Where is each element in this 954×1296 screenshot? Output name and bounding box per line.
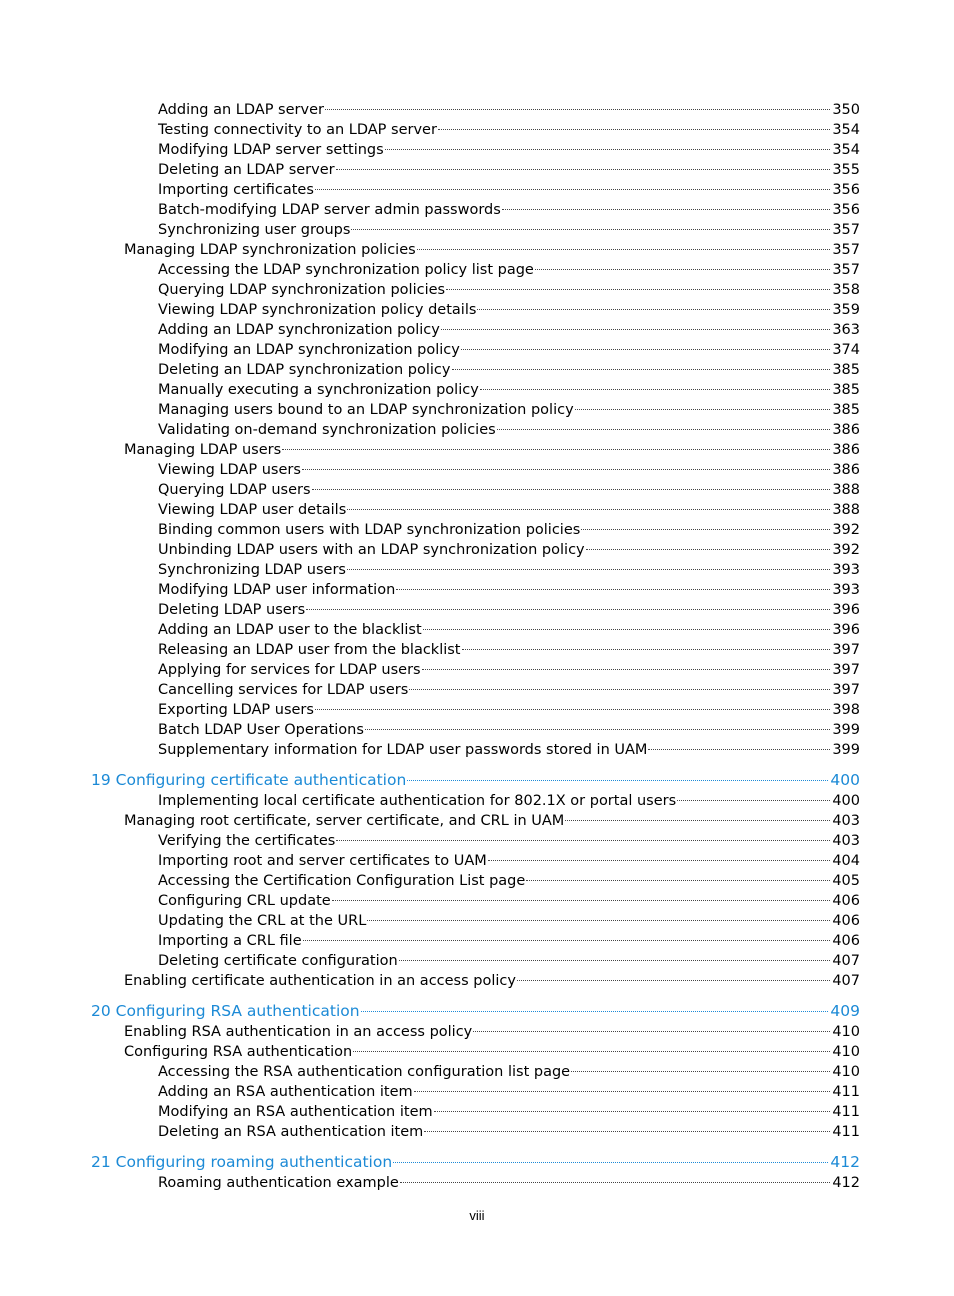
toc-page-number: 386 (832, 422, 860, 438)
toc-page-number: 406 (832, 933, 860, 949)
toc-page-number: 386 (832, 462, 860, 478)
toc-entry-link[interactable] (158, 560, 860, 580)
toc-entry-link[interactable] (158, 180, 860, 200)
toc-entry-title: Supplementary information for LDAP user passwords stored in UAM (158, 742, 648, 758)
toc-entry-title: Binding common users with LDAP synchronization policies (158, 522, 581, 538)
toc-page-number: 397 (832, 642, 860, 658)
dot-leader (502, 209, 831, 210)
toc-entry-link[interactable] (158, 831, 860, 851)
toc-entry-title: Batch LDAP User Operations (158, 722, 364, 738)
toc-page-number: 412 (832, 1175, 860, 1191)
toc-entry-title: Adding an LDAP synchronization policy (158, 322, 440, 338)
toc-entry-title: Manually executing a synchronization policy (158, 382, 479, 398)
dot-leader (353, 1051, 830, 1052)
toc-page-number: 388 (832, 482, 860, 498)
dot-leader (480, 389, 831, 390)
dot-leader (586, 549, 831, 550)
toc-entry-link[interactable] (158, 480, 860, 500)
toc-entry-link[interactable] (124, 1022, 860, 1042)
toc-page-number: 412 (830, 1153, 860, 1171)
toc-page-number: 393 (832, 562, 860, 578)
dot-leader (365, 729, 830, 730)
toc-page-number: 406 (832, 893, 860, 909)
toc-entry-link[interactable] (158, 1122, 860, 1142)
dot-leader (452, 369, 831, 370)
toc-page-number: 358 (832, 282, 860, 298)
toc-entry-title: Managing LDAP synchronization policies (124, 242, 416, 258)
dot-leader (336, 840, 830, 841)
toc-entry-title: Deleting certificate configuration (158, 953, 398, 969)
toc-entry-link[interactable] (124, 240, 860, 260)
dot-leader (677, 800, 830, 801)
dot-leader (396, 589, 830, 590)
toc-page-number: 399 (832, 742, 860, 758)
toc-entry-title: Validating on-demand synchronization policies (158, 422, 496, 438)
toc-entry-link[interactable] (124, 811, 860, 831)
dot-leader (565, 820, 830, 821)
toc-entry-title: Unbinding LDAP users with an LDAP synchronization policy (158, 542, 585, 558)
toc-page-number: 363 (832, 322, 860, 338)
toc-page-number: 403 (832, 833, 860, 849)
toc-entry-title: 19 Configuring certificate authentication (91, 771, 407, 789)
toc-entry-title: Querying LDAP synchronization policies (158, 282, 446, 298)
toc-entry-link[interactable] (158, 1082, 860, 1102)
toc-entry-title: Importing a CRL file (158, 933, 302, 949)
toc-entry-title: Importing root and server certificates to UAM (158, 853, 487, 869)
toc-entry-link[interactable] (158, 720, 860, 740)
toc-page-number: 356 (832, 182, 860, 198)
toc-entry-title: Managing root certificate, server certificate, and CRL in UAM (124, 813, 565, 829)
dot-leader (461, 349, 831, 350)
toc-entry-title: Accessing the Certification Configuration List page (158, 873, 526, 889)
toc-entry-link[interactable] (158, 700, 860, 720)
toc-page-number: 404 (832, 853, 860, 869)
toc-entry-title: Managing users bound to an LDAP synchronization policy (158, 402, 574, 418)
toc-entry-link[interactable] (158, 540, 860, 560)
toc-page-number: 410 (832, 1044, 860, 1060)
toc-page-number: 385 (832, 382, 860, 398)
toc-page-number: 403 (832, 813, 860, 829)
toc-page-number: 392 (832, 542, 860, 558)
toc-page-number: 350 (832, 102, 860, 118)
toc-entry-title: 21 Configuring roaming authentication (91, 1153, 393, 1171)
dot-leader (441, 329, 830, 330)
toc-entry-link[interactable] (124, 971, 860, 991)
dot-leader (517, 980, 830, 981)
dot-leader (312, 489, 831, 490)
dot-leader (477, 309, 830, 310)
toc-entry-link[interactable] (158, 1173, 860, 1193)
toc-entry-title: Releasing an LDAP user from the blacklist (158, 642, 461, 658)
dot-leader (306, 609, 830, 610)
toc-page-number: 406 (832, 913, 860, 929)
toc-chapter-link[interactable] (91, 770, 860, 790)
toc-entry-title: Modifying an LDAP synchronization policy (158, 342, 460, 358)
dot-leader (399, 960, 831, 961)
toc-page-number: 405 (832, 873, 860, 889)
dot-leader (385, 149, 831, 150)
dot-leader (351, 229, 830, 230)
toc-page-number: 357 (832, 222, 860, 238)
dot-leader (462, 649, 831, 650)
dot-leader (361, 1011, 829, 1012)
toc-entry-link[interactable] (158, 120, 860, 140)
dot-leader (422, 669, 831, 670)
toc-entry-link[interactable] (158, 300, 860, 320)
page-number: viii (469, 1208, 485, 1223)
toc-entry-title: Adding an LDAP user to the blacklist (158, 622, 422, 638)
toc-entry-link[interactable] (158, 871, 860, 891)
toc-page-number: 393 (832, 582, 860, 598)
toc-entry-link[interactable] (158, 280, 860, 300)
toc-page-number: 392 (832, 522, 860, 538)
dot-leader (302, 469, 830, 470)
toc-entry-link[interactable] (158, 400, 860, 420)
dot-leader (488, 860, 831, 861)
dot-leader (424, 1131, 830, 1132)
dot-leader (473, 1031, 830, 1032)
toc-entry-link[interactable] (158, 520, 860, 540)
toc-entry-title: Adding an RSA authentication item (158, 1084, 413, 1100)
toc-chapter-link[interactable] (91, 1001, 860, 1021)
dot-leader (581, 529, 830, 530)
toc-entry-link[interactable] (158, 500, 860, 520)
toc-entry-title: Viewing LDAP users (158, 462, 301, 478)
toc-entry-title: Viewing LDAP synchronization policy details (158, 302, 477, 318)
toc-entry-link[interactable] (158, 600, 860, 620)
toc-page-number: 396 (832, 622, 860, 638)
toc-entry-link[interactable] (158, 420, 860, 440)
toc-page-number: 398 (832, 702, 860, 718)
toc-entry-title: Accessing the LDAP synchronization policy list page (158, 262, 534, 278)
toc-entry-link[interactable] (158, 460, 860, 480)
dot-leader (526, 880, 830, 881)
toc-entry-title: Deleting an LDAP synchronization policy (158, 362, 451, 378)
toc-entry-link[interactable] (158, 340, 860, 360)
toc-entry-link[interactable] (124, 440, 860, 460)
dot-leader (315, 189, 830, 190)
toc-page-number: 374 (832, 342, 860, 358)
toc-entry-title: Enabling certificate authentication in an access policy (124, 973, 516, 989)
dot-leader (446, 289, 830, 290)
toc-page-number: 411 (832, 1104, 860, 1120)
toc-entry-title: Deleting LDAP users (158, 602, 306, 618)
toc-entry-link[interactable] (158, 851, 860, 871)
toc-page-number: 385 (832, 402, 860, 418)
toc-page-number: 357 (832, 262, 860, 278)
toc-entry-link[interactable] (158, 220, 860, 240)
dot-leader (347, 569, 830, 570)
toc-page-number: 396 (832, 602, 860, 618)
toc-entry-title: Testing connectivity to an LDAP server (158, 122, 437, 138)
toc-page-number: 407 (832, 953, 860, 969)
dot-leader (438, 129, 830, 130)
toc-entry-title: Accessing the RSA authentication configuration list page (158, 1064, 571, 1080)
toc-page-number: 400 (832, 793, 860, 809)
toc-entry-title: Cancelling services for LDAP users (158, 682, 409, 698)
toc-entry-link[interactable] (158, 260, 860, 280)
toc-page-number: 410 (832, 1024, 860, 1040)
toc-entry-title: Deleting an RSA authentication item (158, 1124, 424, 1140)
dot-leader (571, 1071, 830, 1072)
toc-entry-link[interactable] (158, 1062, 860, 1082)
toc-page-number: 409 (830, 1002, 860, 1020)
toc-page-number: 397 (832, 682, 860, 698)
toc-page-number: 411 (832, 1084, 860, 1100)
toc-entry-title: Synchronizing LDAP users (158, 562, 346, 578)
dot-leader (497, 429, 831, 430)
dot-leader (407, 780, 828, 781)
dot-leader (367, 920, 830, 921)
toc-chapter-link[interactable] (91, 1152, 860, 1172)
toc-entry-title: Modifying LDAP user information (158, 582, 396, 598)
dot-leader (575, 409, 831, 410)
dot-leader (332, 900, 831, 901)
toc-entry-title: Exporting LDAP users (158, 702, 314, 718)
toc-entry-title: Synchronizing user groups (158, 222, 351, 238)
toc-page-number: 411 (832, 1124, 860, 1140)
toc-page-number: 359 (832, 302, 860, 318)
toc-entry-link[interactable] (158, 740, 860, 760)
toc-entry-link[interactable] (158, 160, 860, 180)
toc-page-number: 354 (832, 142, 860, 158)
toc-entry-link[interactable] (158, 380, 860, 400)
toc-entry-link[interactable] (158, 931, 860, 951)
toc-page-number: 356 (832, 202, 860, 218)
toc-entry-link[interactable] (158, 360, 860, 380)
toc-entry-title: Configuring RSA authentication (124, 1044, 353, 1060)
toc-page-number: 354 (832, 122, 860, 138)
toc-entry-title: Modifying LDAP server settings (158, 142, 384, 158)
toc-entry-link[interactable] (158, 680, 860, 700)
dot-leader (347, 509, 830, 510)
toc-entry-title: Configuring CRL update (158, 893, 331, 909)
toc-entry-title: Viewing LDAP user details (158, 502, 347, 518)
toc-entry-link[interactable] (158, 140, 860, 160)
toc-entry-title: Managing LDAP users (124, 442, 282, 458)
toc-entry-title: Adding an LDAP server (158, 102, 324, 118)
toc-page-number: 407 (832, 973, 860, 989)
dot-leader (303, 940, 831, 941)
toc-page-number: 357 (832, 242, 860, 258)
dot-leader (434, 1111, 831, 1112)
toc-page-number: 410 (832, 1064, 860, 1080)
dot-leader (409, 689, 830, 690)
toc-page-number: 385 (832, 362, 860, 378)
toc-entry-link[interactable] (158, 1102, 860, 1122)
toc-entry-link[interactable] (158, 911, 860, 931)
dot-leader (414, 1091, 831, 1092)
toc-page-number: 355 (832, 162, 860, 178)
dot-leader (315, 709, 830, 710)
toc-entry-link[interactable] (158, 660, 860, 680)
toc-entry-link[interactable] (158, 640, 860, 660)
toc-entry-title: Implementing local certificate authentication for 802.1X or portal users (158, 793, 677, 809)
toc-page-number: 388 (832, 502, 860, 518)
toc-entry-link[interactable] (158, 620, 860, 640)
toc-entry-link[interactable] (158, 200, 860, 220)
toc-entry-link[interactable] (124, 1042, 860, 1062)
dot-leader (282, 449, 830, 450)
dot-leader (423, 629, 831, 630)
toc-entry-title: Enabling RSA authentication in an access policy (124, 1024, 473, 1040)
toc-entry-link[interactable] (158, 791, 860, 811)
dot-leader (648, 749, 830, 750)
dot-leader (336, 169, 831, 170)
toc-entry-title: Roaming authentication example (158, 1175, 399, 1191)
toc-page-number: 386 (832, 442, 860, 458)
toc-entry-title: 20 Configuring RSA authentication (91, 1002, 360, 1020)
toc-entry-title: Querying LDAP users (158, 482, 311, 498)
toc-page-number: 400 (830, 771, 860, 789)
toc-entry-title: Deleting an LDAP server (158, 162, 335, 178)
toc-entry-title: Importing certificates (158, 182, 314, 198)
toc-entry-link[interactable] (158, 100, 860, 120)
toc-entry-link[interactable] (158, 951, 860, 971)
toc-entry-link[interactable] (158, 891, 860, 911)
dot-leader (393, 1162, 828, 1163)
toc-entry-title: Modifying an RSA authentication item (158, 1104, 433, 1120)
dot-leader (400, 1182, 831, 1183)
toc-entry-title: Applying for services for LDAP users (158, 662, 421, 678)
toc-entry-link[interactable] (158, 580, 860, 600)
toc-entry-title: Batch-modifying LDAP server admin passwords (158, 202, 501, 218)
dot-leader (417, 249, 831, 250)
dot-leader (535, 269, 830, 270)
toc-entry-title: Updating the CRL at the URL (158, 913, 367, 929)
toc-page-number: 397 (832, 662, 860, 678)
toc-page-number: 399 (832, 722, 860, 738)
toc-entry-title: Verifying the certificates (158, 833, 336, 849)
toc-entry-link[interactable] (158, 320, 860, 340)
dot-leader (325, 109, 830, 110)
